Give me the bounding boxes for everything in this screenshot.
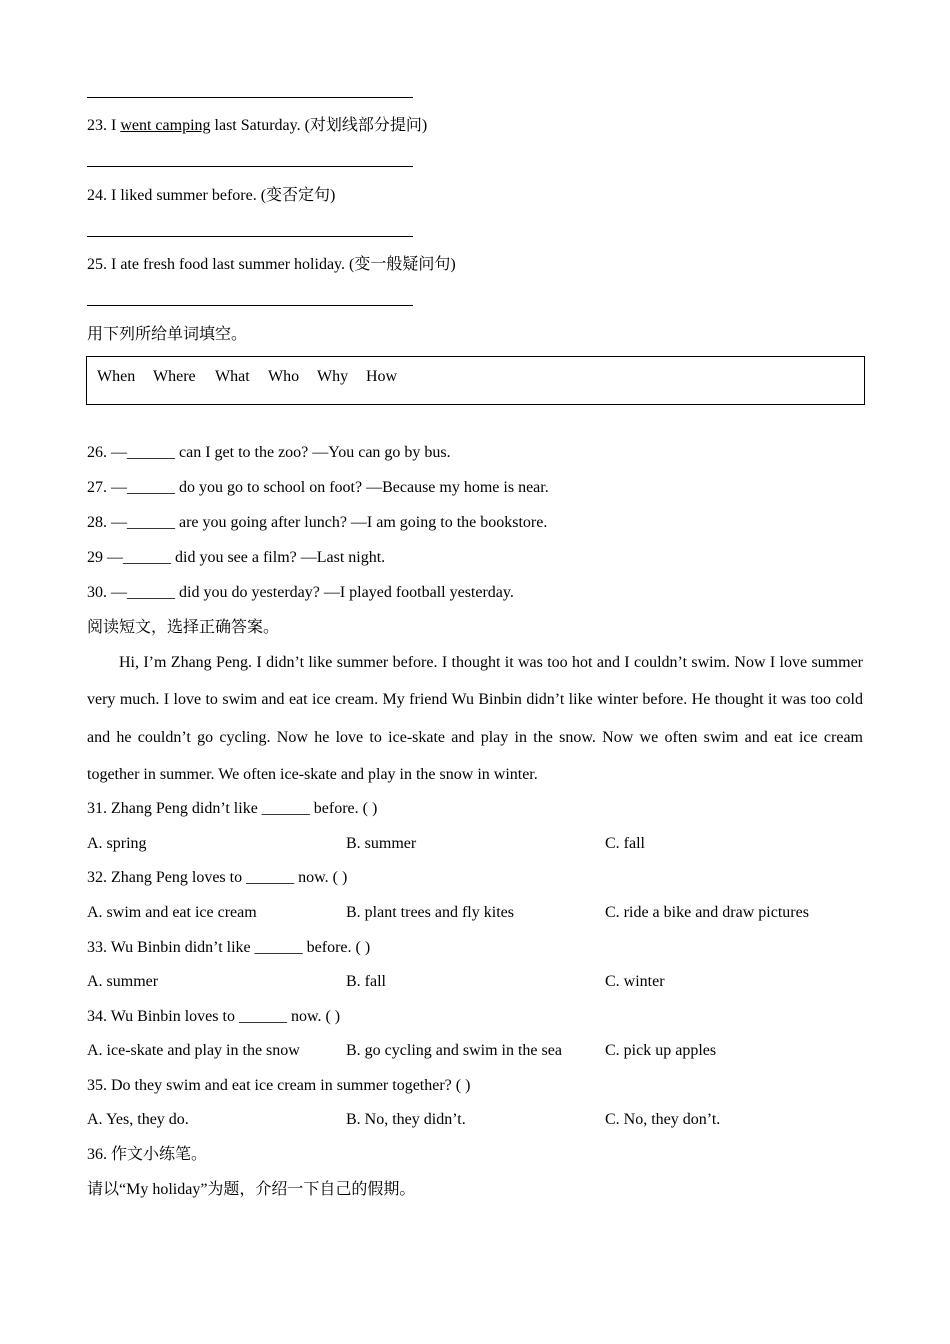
question-23-prefix: 23. I: [87, 117, 121, 134]
option-a[interactable]: A. summer: [87, 973, 159, 990]
question-23-underlined: went camping: [120, 117, 211, 134]
word-bank-box: [86, 356, 865, 405]
question-33: 33. Wu Binbin didn’t like ______ before. ( ): [87, 939, 371, 956]
option-b[interactable]: B. plant trees and fly kites: [346, 904, 514, 921]
option-b[interactable]: B. fall: [346, 973, 386, 990]
option-a[interactable]: A. spring: [87, 835, 147, 852]
question-34: 34. Wu Binbin loves to ______ now. ( ): [87, 1008, 341, 1025]
option-b[interactable]: B. summer: [346, 835, 417, 852]
option-a[interactable]: A. swim and eat ice cream: [87, 904, 257, 921]
question-25: 25. I ate fresh food last summer holiday. (变一般疑问句): [87, 256, 456, 273]
word-bank-item: How: [366, 368, 398, 385]
question-31: 31. Zhang Peng didn’t like ______ before. ( ): [87, 800, 378, 817]
word-bank-item: When: [97, 368, 136, 385]
option-a[interactable]: A. ice-skate and play in the snow: [87, 1042, 300, 1059]
question-23: [87, 116, 427, 136]
reading-instruction: 阅读短文，选择正确答案。: [87, 619, 280, 636]
question-26: 26. —______ can I get to the zoo? —You can go by bus.: [87, 444, 451, 461]
question-28: 28. —______ are you going after lunch? —I am going to the bookstore.: [87, 514, 548, 531]
option-b[interactable]: B. No, they didn’t.: [346, 1111, 466, 1128]
writing-title: 36. 作文小练笔。: [87, 1146, 208, 1163]
word-bank-item: Where: [153, 368, 196, 385]
option-c[interactable]: C. No, they don’t.: [605, 1111, 721, 1128]
fill-instruction: 用下列所给单词填空。: [87, 326, 248, 343]
answer-line[interactable]: [87, 305, 413, 306]
question-35: 35. Do they swim and eat ice cream in summer together? ( ): [87, 1077, 471, 1094]
question-27: 27. —______ do you go to school on foot? —Because my home is near.: [87, 479, 549, 496]
word-bank-item: Who: [268, 368, 300, 385]
option-c[interactable]: C. ride a bike and draw pictures: [605, 904, 809, 921]
writing-prompt: 请以“My holiday”为题，介绍一下自己的假期。: [87, 1181, 416, 1198]
word-bank-item: Why: [317, 368, 349, 385]
answer-line[interactable]: [87, 166, 413, 167]
option-c[interactable]: C. winter: [605, 973, 665, 990]
option-c[interactable]: C. fall: [605, 835, 645, 852]
option-b[interactable]: B. go cycling and swim in the sea: [346, 1042, 562, 1059]
question-23-suffix: last Saturday. (对划线部分提问): [210, 117, 428, 134]
option-a[interactable]: A. Yes, they do.: [87, 1111, 189, 1128]
option-c[interactable]: C. pick up apples: [605, 1042, 717, 1059]
question-29: 29 —______ did you see a film? —Last night.: [87, 549, 386, 566]
question-30: 30. —______ did you do yesterday? —I played football yesterday.: [87, 584, 514, 601]
answer-line[interactable]: [87, 97, 413, 98]
question-24: 24. I liked summer before. (变否定句): [87, 187, 336, 204]
answer-line[interactable]: [87, 236, 413, 237]
word-bank-item: What: [215, 368, 250, 385]
reading-passage: Hi, I’m Zhang Peng. I didn’t like summer before. I thought it was too hot and I couldn’t swim. Now I love summer very much. I love to swim and eat ice cream. My friend Wu Binbin didn’t like winter before. He thought it was too cold and he couldn’t go cycling. Now he love to ice-skate and play in the snow. Now we often swim and eat ice cream together in summer. We often ice-skate and play in the snow in winter.: [87, 654, 863, 783]
question-32: 32. Zhang Peng loves to ______ now. ( ): [87, 869, 348, 886]
